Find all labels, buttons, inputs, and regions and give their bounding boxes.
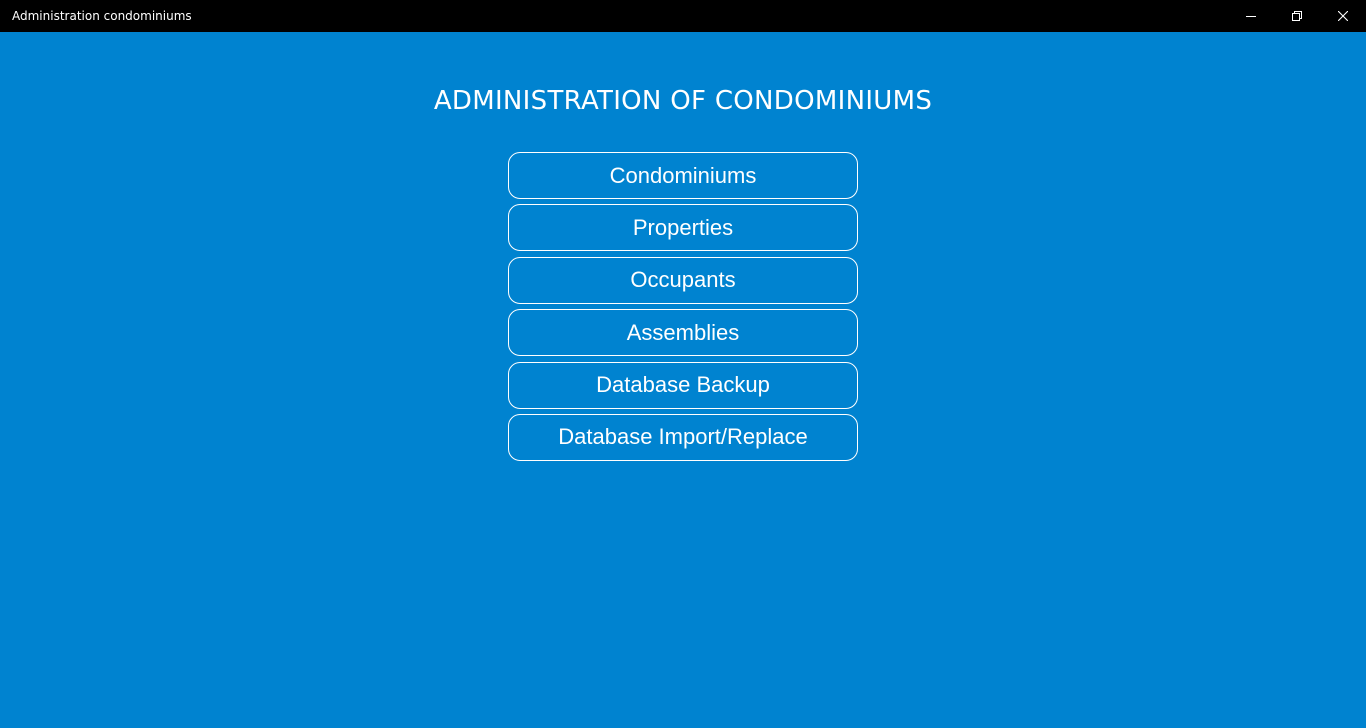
main-content bbox=[0, 32, 1366, 728]
occupants-button[interactable]: Occupants bbox=[508, 257, 858, 304]
minimize-icon bbox=[1246, 11, 1256, 21]
condominiums-button[interactable]: Condominiums bbox=[508, 152, 858, 199]
properties-button[interactable]: Properties bbox=[508, 204, 858, 251]
window-title: Administration condominiums bbox=[12, 9, 192, 23]
database-import-replace-button[interactable]: Database Import/Replace bbox=[508, 414, 858, 461]
minimize-button[interactable] bbox=[1228, 0, 1274, 32]
page-title: ADMINISTRATION OF CONDOMINIUMS bbox=[433, 86, 933, 116]
assemblies-button[interactable]: Assemblies bbox=[508, 309, 858, 356]
main-menu bbox=[508, 152, 858, 466]
restore-icon bbox=[1292, 11, 1302, 21]
close-icon bbox=[1338, 11, 1348, 21]
restore-button[interactable] bbox=[1274, 0, 1320, 32]
close-button[interactable] bbox=[1320, 0, 1366, 32]
title-bar bbox=[0, 0, 1366, 32]
database-backup-button[interactable]: Database Backup bbox=[508, 362, 858, 409]
